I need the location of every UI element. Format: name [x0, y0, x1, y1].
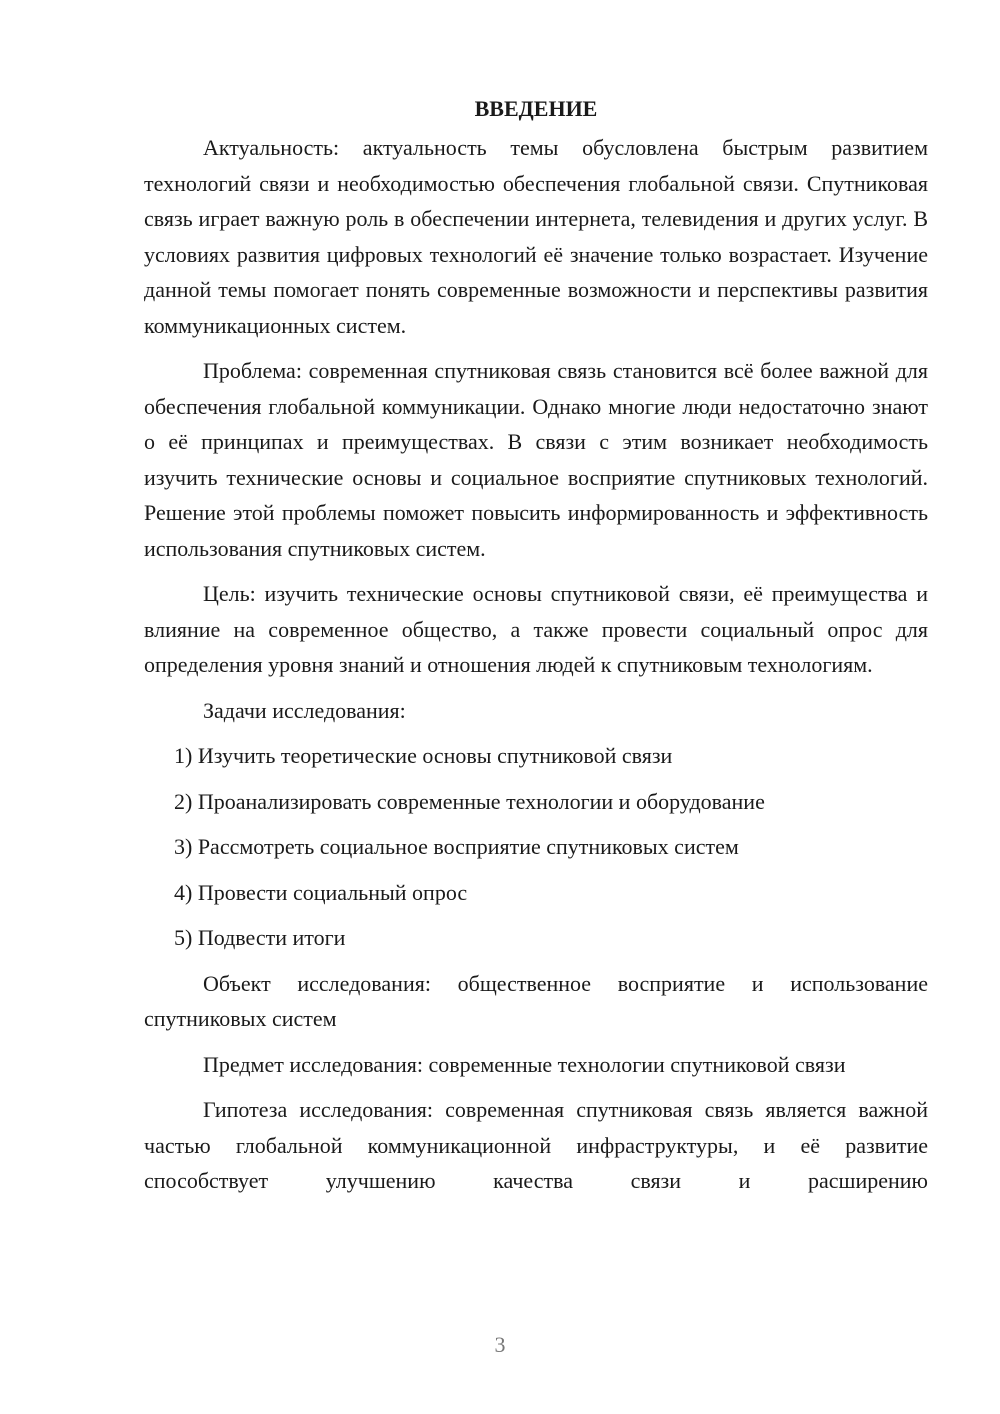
list-item: 3) Рассмотреть социальное восприятие спутниковых систем — [174, 834, 739, 859]
goal-paragraph: Цель: изучить технические основы спутниковой связи, её преимущества и влияние на современное общество, а также провести социальный опрос для определения уровня знаний и отношения людей к спутниковым технологиям. — [144, 581, 928, 677]
problem-paragraph: Проблема: современная спутниковая связь становится всё более важной для обеспечения глобальной коммуникации. Однако многие люди недостаточно знают о её принципах и преимуществах. В связи с этим возникает необходимость изучить технические основы и социальное восприятие спутниковых технологий. Решение этой проблемы поможет повысить информированность и эффективность использования спутниковых систем. — [144, 358, 928, 561]
hypothesis-paragraph: Гипотеза исследования: современная спутниковая связь является важной частью глобальной коммуникационной инфраструктуры, и её развитие способствует улучшению качества связи и расширению — [144, 1097, 928, 1193]
list-item: 4) Провести социальный опрос — [174, 879, 468, 905]
list-item: 1) Изучить теоретические основы спутниковой связи — [174, 743, 673, 768]
subject-paragraph: Предмет исследования: современные технологии спутниковой связи — [203, 1051, 846, 1077]
list-item: 5) Подвести итоги — [174, 925, 346, 950]
tasks-heading: Задачи исследования: — [203, 697, 406, 723]
task-list — [144, 738, 928, 956]
page-title: ВВЕДЕНИЕ — [474, 96, 598, 121]
page-number: 3 — [494, 1332, 506, 1357]
page-content — [144, 92, 928, 1209]
object-paragraph: Объект исследования: общественное восприятие и использование спутниковых систем — [144, 970, 928, 1031]
relevance-paragraph: Актуальность: актуальность темы обусловлена быстрым развитием технологий связи и необходимостью обеспечения глобальной связи. Спутниковая связь играет важную роль в обеспечении интернета, телевидения и других услуг. В условиях развития цифровых технологий её значение только возрастает. Изучение данной темы помогает понять современные возможности и перспективы развития коммуникационных систем. — [144, 135, 928, 338]
list-item: 2) Проанализировать современные технологии и оборудование — [174, 788, 765, 814]
